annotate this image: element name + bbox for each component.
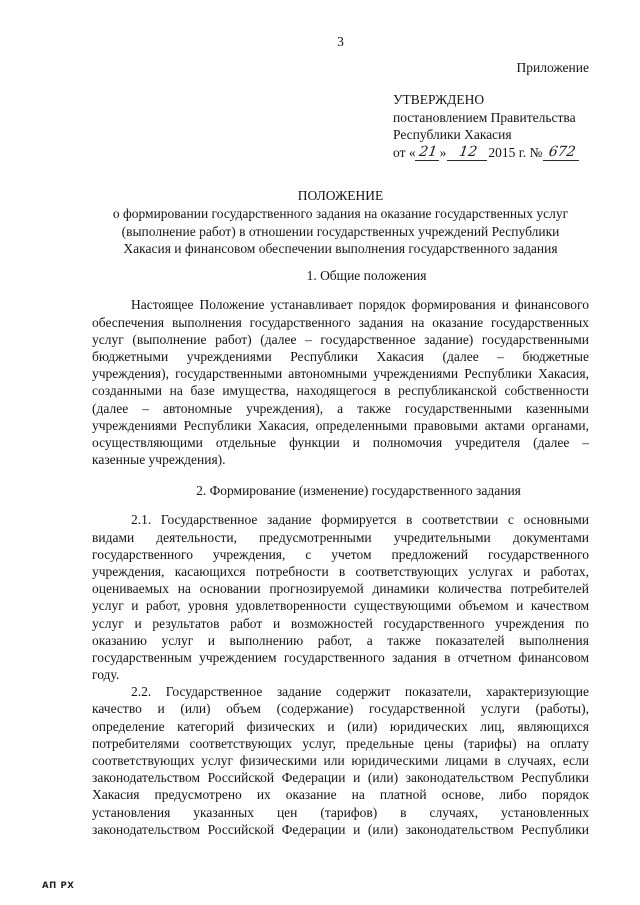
archive-stamp-mark: АП РХ [42, 881, 75, 891]
paragraph-line: учреждения, касающихся потребности в соответствующих услугах и работах, [92, 563, 589, 579]
paragraph-line: определение категорий физических и (или) юридических лиц, являющихся [92, 718, 589, 734]
approval-title: УТВЕРЖДЕНО [393, 92, 485, 108]
date-quote-close: » [439, 144, 447, 160]
paragraph-line: (далее – автономные учреждения), а также государственными казенными [92, 400, 589, 416]
document-title-block [92, 187, 589, 258]
paragraph-line: видами деятельности, предусмотренными учредительными документами [92, 529, 589, 545]
paragraph-line: оцениваемых на основании прогнозируемой динамики количества потребителей [92, 581, 589, 597]
paragraph-line: оказанию услуг и выполнению работ, а также показателей выполнения [92, 632, 589, 648]
paragraph-line: услуг (выполнение работ) (далее – государственное задание) государственными [92, 331, 589, 347]
paragraph-2-2 [92, 683, 589, 838]
paragraph-line: учреждениями Республики Хакасия, определенными правовыми актами органами, [92, 417, 589, 433]
paragraph-line: учреждения), государственными автономными учреждениями Республики Хакасия, [92, 366, 589, 382]
paragraph-line: Настоящее Положение устанавливает порядок формирования и финансового [131, 297, 589, 313]
paragraph-line: установления указанных цен (тарифов) в случаях, установленных [92, 804, 589, 820]
handwritten-day: 21 [414, 145, 440, 161]
paragraph-line: созданными на базе имущества, находящегося в республиканской собственности [92, 383, 589, 399]
section-heading-2: 2. Формирование (изменение) государственного задания [196, 483, 521, 499]
date-year: 2015 г. № [488, 144, 543, 160]
document-title: ПОЛОЖЕНИЕ [297, 188, 384, 204]
handwritten-month: 12 [447, 145, 489, 161]
handwritten-number: 672 [543, 145, 581, 161]
approval-line: Республики Хакасия [393, 127, 512, 143]
paragraph-line: Хакасия предусмотрено их оказание на платной основе, либо порядок [92, 787, 589, 803]
date-prefix: от « [393, 144, 416, 160]
paragraph-line: потребителями соответствующих услуг, предельные цены (тарифы) на оплату [92, 735, 589, 751]
document-subtitle-line: о формировании государственного задания на оказание государственных услуг [112, 205, 569, 221]
section-2-body [92, 511, 589, 838]
paragraph-line: казенные учреждения). [92, 452, 226, 468]
paragraph-line: осуществляющими отдельные функции и полномочия учредителя (далее – [92, 434, 589, 450]
paragraph-line: услуг и результатов работ и возможностей государственного учреждения по [92, 615, 589, 631]
paragraph-line: государственного учреждения, с учетом предложений государственного [92, 546, 589, 562]
paragraph-line: государственным учреждением государственного задания в отчетном финансовом [92, 649, 589, 665]
paragraph-line: услуг и работ, уровня удовлетворенности существующими объемом и качеством [92, 598, 589, 614]
paragraph-line: бюджетными учреждениями Республики Хакасия (далее – бюджетные [92, 348, 589, 364]
approval-line: постановлением Правительства [393, 109, 576, 125]
approval-block [393, 91, 593, 161]
section-heading-1: 1. Общие положения [306, 268, 427, 284]
paragraph-line: законодательством Российской Федерации и (или) законодательством Республики [92, 821, 589, 837]
paragraph-line: законодательством Российской Федерации и (или) законодательством Республики [92, 770, 589, 786]
section-1-paragraph [92, 296, 589, 468]
document-subtitle-line: (выполнение работ) в отношении государственных учреждений Республики [121, 223, 560, 239]
paragraph-line: обеспечения выполнения государственного задания на оказание государственных [92, 314, 589, 330]
paragraph-2-1 [92, 511, 589, 683]
page-number: 3 [337, 34, 344, 50]
paragraph-line: году. [92, 667, 120, 683]
paragraph-line: 2.1. Государственное задание формируется в соответствии с основными [131, 512, 589, 528]
document-subtitle-line: Хакасия и финансовом обеспечении выполнения государственного задания [123, 241, 558, 257]
approval-date-line [393, 144, 593, 161]
paragraph-line: соответствующих услуг физическими или юридическими лицами в случаях, если [92, 753, 589, 769]
paragraph-line: 2.2. Государственное задание содержит показатели, характеризующие [131, 684, 589, 700]
appendix-label: Приложение [516, 60, 589, 76]
paragraph-line: качество и (или) объем (содержание) государственной услуги (работы), [92, 701, 589, 717]
